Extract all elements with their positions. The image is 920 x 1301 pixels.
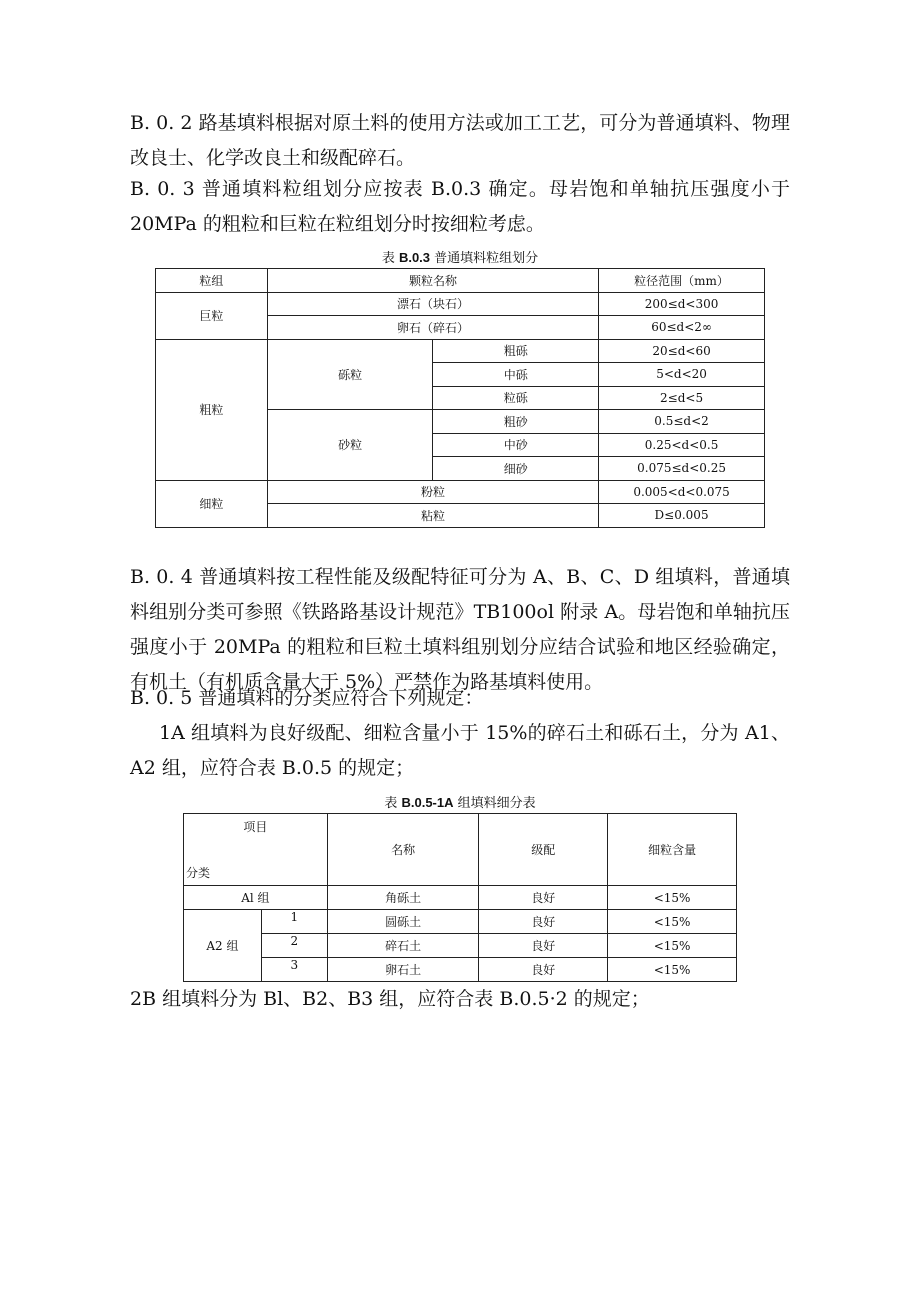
paragraph-b03: B. 0. 3 普通填料粒组划分应按表 B.0.3 确定。母岩饱和单轴抗压强度小于 20MPa 的粗粒和巨粒在粒组划分时按细粒考虑。 xyxy=(130,178,790,235)
size-range: 2≤d<5 xyxy=(599,386,765,410)
table2-caption: 表 B.0.5-1A 组填料细分表 xyxy=(384,795,536,811)
subgroup-sand: 砂粒 xyxy=(267,410,433,481)
grading: 良好 xyxy=(479,910,608,934)
header-name: 名称 xyxy=(327,814,479,886)
header-group: 粒组 xyxy=(156,269,268,293)
table-row xyxy=(184,934,737,958)
particle-name: 粉粒 xyxy=(267,480,598,504)
group-fine: 细粒 xyxy=(156,480,268,527)
paragraph-b04: B. 0. 4 普通填料按工程性能及级配特征可分为 A、B、C、D 组填料，普通填料组别分类可参照《铁路路基设计规范》TB100ol 附录 A。母岩饱和单轴抗压强度小于 20MPa 的粗粒和巨粒土填料组别划分应结合试验和地区经验确定，有机土（有机质含量大于 5%）严禁作为路基填料使用。 xyxy=(130,566,790,693)
table1-caption: 表 B.0.3 普通填料粒组划分 xyxy=(381,250,539,266)
group-coarse: 粗粒 xyxy=(156,339,268,480)
header-particle-name: 颗粒名称 xyxy=(267,269,598,293)
grading: 良好 xyxy=(479,934,608,958)
header-fines: 细粒含量 xyxy=(608,814,737,886)
fines-content: <15% xyxy=(608,934,737,958)
subgroup-gravel: 砾粒 xyxy=(267,339,433,410)
paragraph-b05: B. 0. 5 普通填料的分类应符合下列规定： xyxy=(130,687,484,709)
table-row xyxy=(184,886,737,910)
table-row xyxy=(156,480,765,504)
fines-content: <15% xyxy=(608,910,737,934)
particle-name: 漂石（块石） xyxy=(267,292,598,316)
table-row xyxy=(184,910,737,934)
list-item-1: 1A 组填料为良好级配、细粒含量小于 15%的碎石土和砾石土，分为 A1、A2 组，应符合表 B.0.5 的规定； xyxy=(130,722,790,779)
size-range: D≤0.005 xyxy=(599,504,765,528)
size-range: 0.075≤d<0.25 xyxy=(599,457,765,481)
fines-content: <15% xyxy=(608,886,737,910)
fines-content: <15% xyxy=(608,958,737,982)
row-index: 2 xyxy=(261,934,327,958)
size-range: 5<d<20 xyxy=(599,363,765,387)
paragraph-b02: B. 0. 2 路基填料根据对原土料的使用方法或加工工艺，可分为普通填料、物理改良士、化学改良土和级配碎石。 xyxy=(130,112,790,169)
header-category: 分类 xyxy=(186,866,211,880)
soil-name: 卵石土 xyxy=(327,958,479,982)
table-row xyxy=(156,292,765,316)
table-row xyxy=(156,339,765,363)
particle-name: 卵石（碎石） xyxy=(267,316,598,340)
table-row xyxy=(184,958,737,982)
grading: 良好 xyxy=(479,886,608,910)
size-range: 0.5≤d<2 xyxy=(599,410,765,434)
header-size-range: 粒径范围（mm） xyxy=(599,269,765,293)
size-range: 200≤d<300 xyxy=(599,292,765,316)
particle-name: 中砂 xyxy=(433,433,599,457)
soil-name: 碎石土 xyxy=(327,934,479,958)
group-a2: A2 组 xyxy=(184,910,262,982)
particle-name: 细砂 xyxy=(433,457,599,481)
row-index: 1 xyxy=(261,910,327,934)
table-header-row xyxy=(184,814,737,886)
particle-name: 中砾 xyxy=(433,363,599,387)
table-header-row xyxy=(156,269,765,293)
soil-name: 圆砾土 xyxy=(327,910,479,934)
size-range: 20≤d<60 xyxy=(599,339,765,363)
size-range: 60≤d<2∞ xyxy=(599,316,765,340)
header-grading: 级配 xyxy=(479,814,608,886)
size-range: 0.25<d<0.5 xyxy=(599,433,765,457)
list-item-2: 2B 组填料分为 Bl、B2、B3 组，应符合表 B.0.5·2 的规定； xyxy=(130,988,650,1010)
soil-name: 角砾土 xyxy=(327,886,479,910)
particle-name: 粗砾 xyxy=(433,339,599,363)
group-giant: 巨粒 xyxy=(156,292,268,339)
header-item: 项目 xyxy=(243,820,268,834)
particle-name: 粘粒 xyxy=(267,504,598,528)
grading: 良好 xyxy=(479,958,608,982)
group-a1: Al 组 xyxy=(184,886,328,910)
particle-name: 粒砾 xyxy=(433,386,599,410)
size-range: 0.005<d<0.075 xyxy=(599,480,765,504)
particle-name: 粗砂 xyxy=(433,410,599,434)
particle-size-table xyxy=(155,268,765,528)
group-a-table xyxy=(183,813,737,982)
header-diagonal-cell xyxy=(184,814,328,886)
row-index: 3 xyxy=(261,958,327,982)
